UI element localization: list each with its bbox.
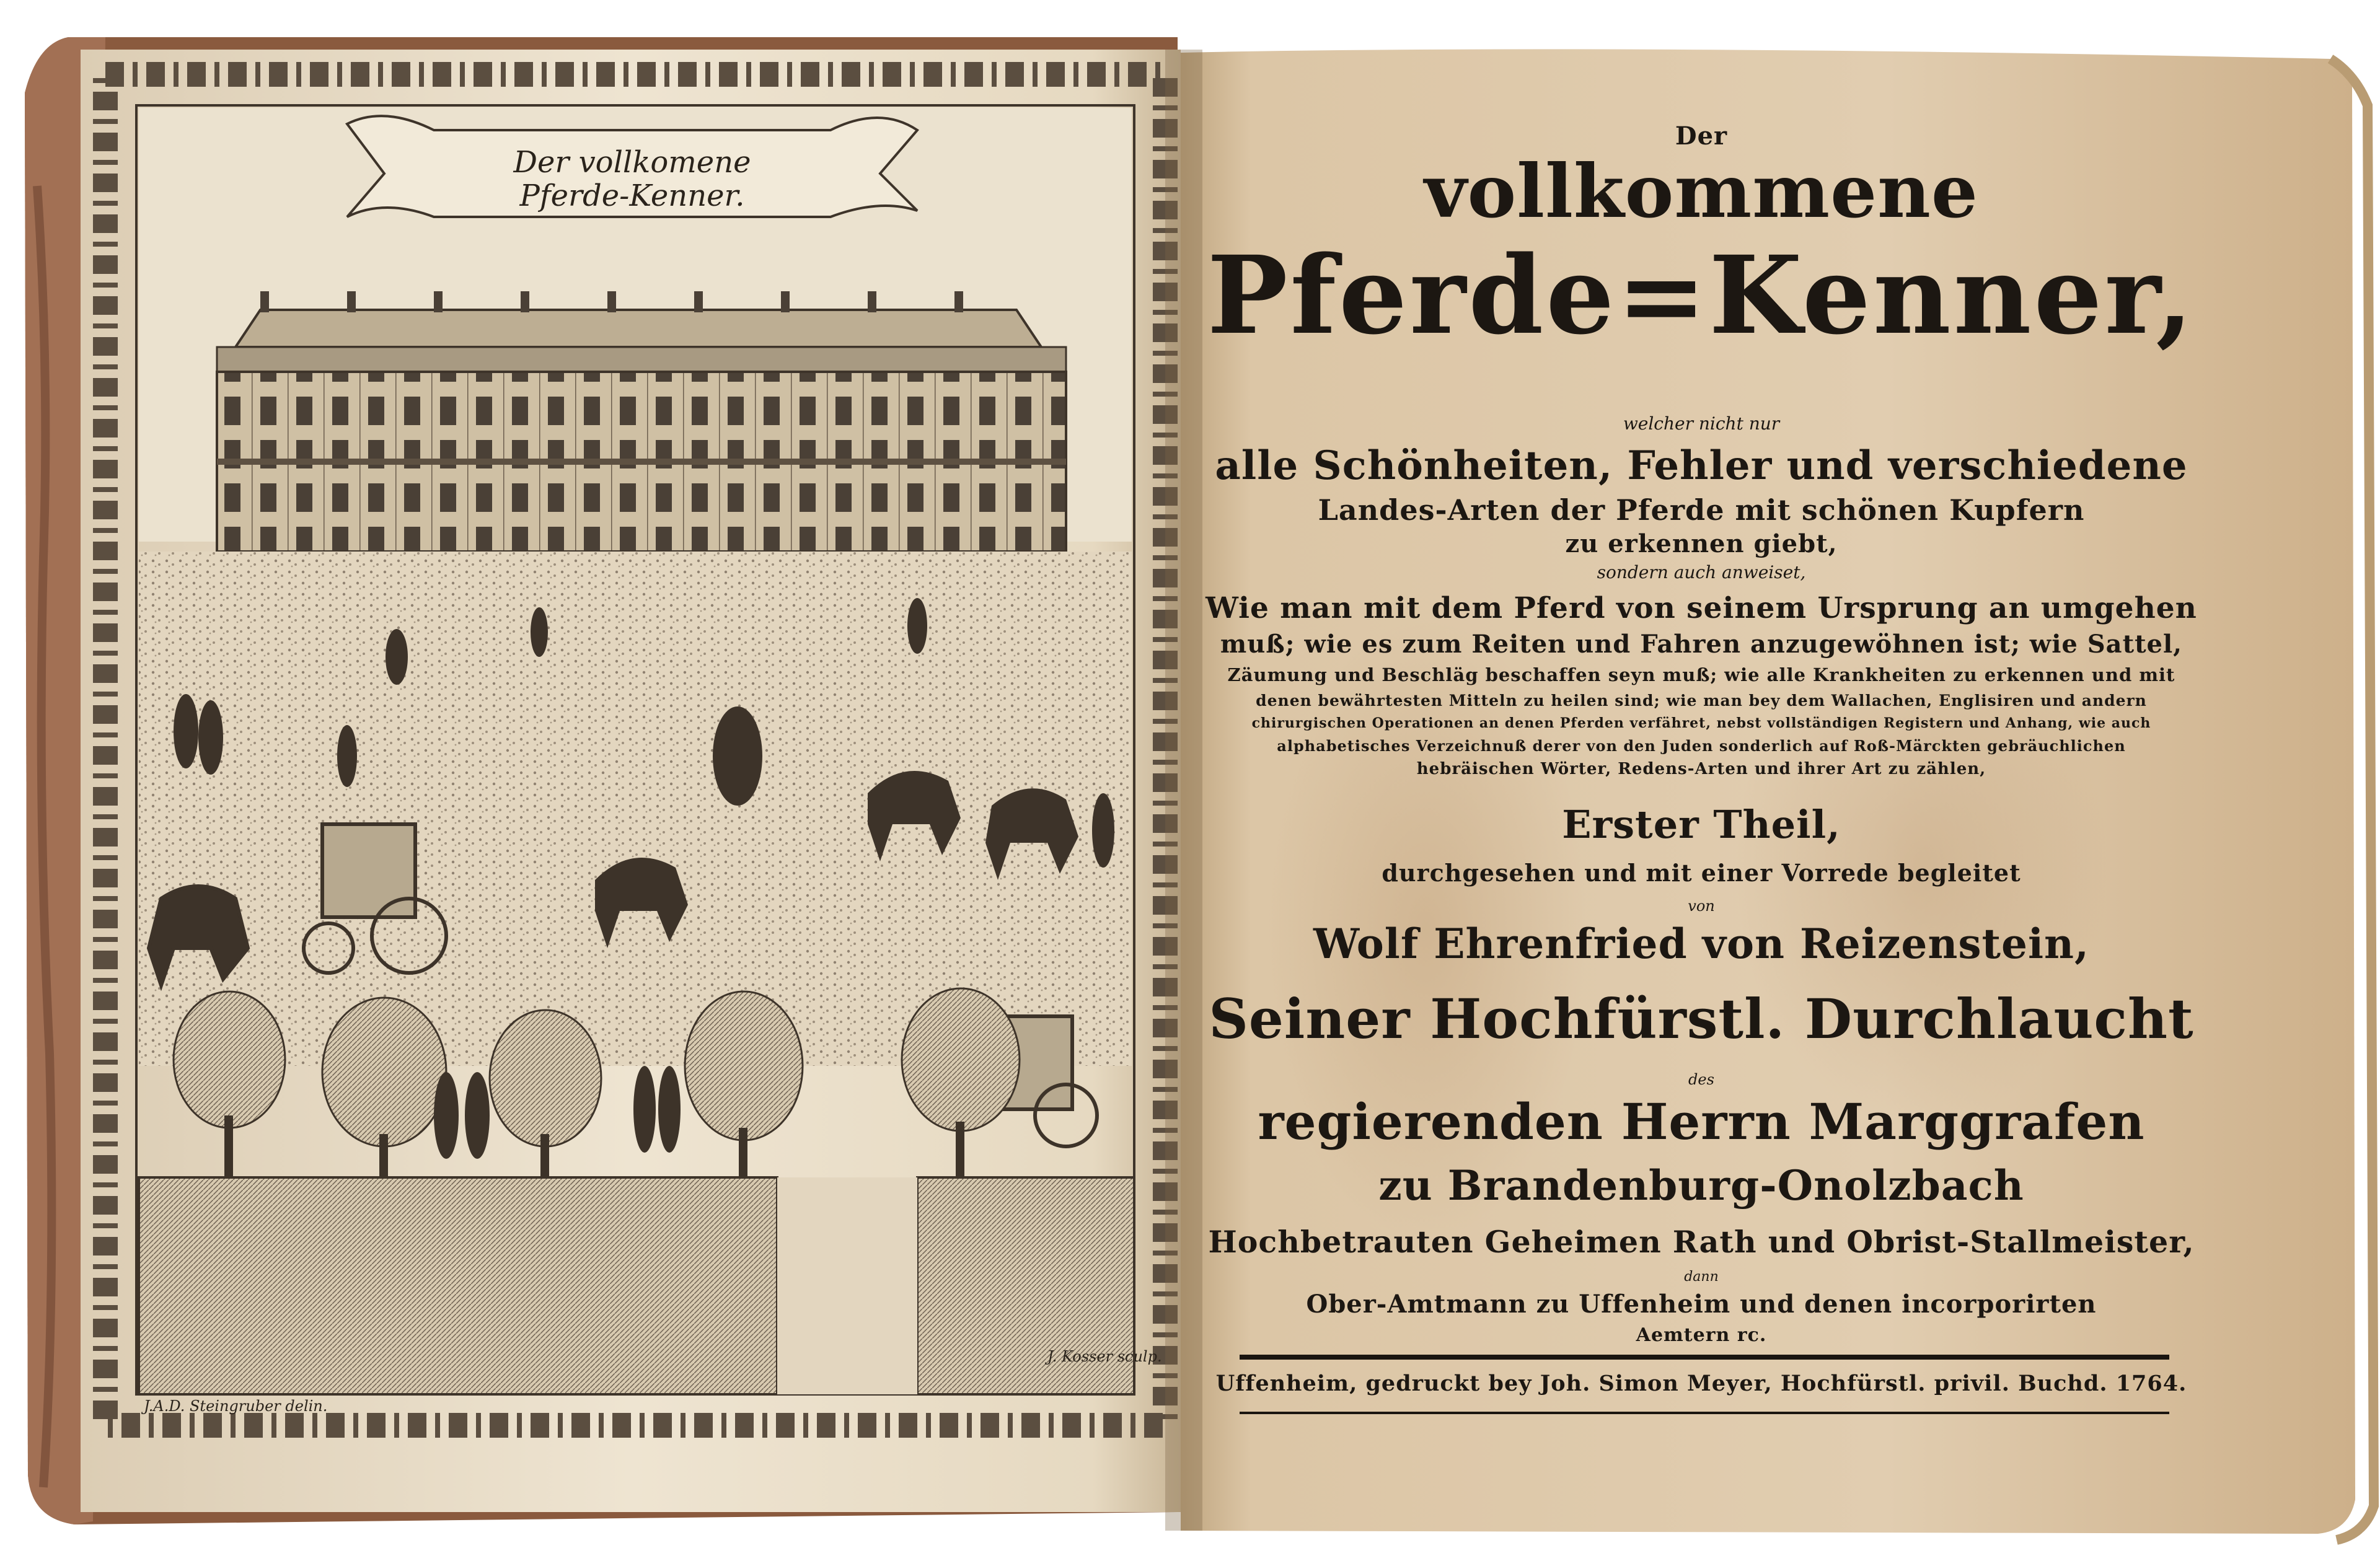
dedication-line-3: zu Brandenburg-Onolzbach <box>1378 1161 2024 1210</box>
subtitle-line-d: sondern auch anweiset, <box>1597 562 1806 583</box>
subtitle-line-g: Zäumung und Beschläg beschaffen seyn muß; wie alle Krankheiten zu erkennen und mit <box>1227 664 2175 685</box>
title-page <box>1202 93 2200 1425</box>
frontispiece-banner-text: Der vollkomene Pferde-Kenner. <box>513 145 751 213</box>
dedication-des: des <box>1688 1071 1714 1088</box>
subtitle-line-i: chirurgischen Operationen an denen Pferden verfähret, nebst vollständigen Registern und Anhang, wie auch <box>1251 715 2151 731</box>
subtitle-line-j: alphabetisches Verzeichnuß derer von den Juden sonderlich auf Roß-Märckten gebräuchlichen <box>1277 737 2126 755</box>
subtitle-welcher: welcher nicht nur <box>1623 413 1780 434</box>
main-title: Pferde=Kenner, <box>1207 232 2196 358</box>
office-dann: dann <box>1684 1269 1719 1285</box>
volume-label: Erster Theil, <box>1562 802 1841 847</box>
imprint-rule-top <box>1240 1355 2169 1360</box>
imprint-line: Uffenheim, gedruckt bey Joh. Simon Meyer, Hochfürstl. privil. Buchd. 1764. <box>1215 1371 2187 1396</box>
subtitle-line-c: zu erkennen giebt, <box>1565 529 1838 558</box>
subtitle-line-e: Wie man mit dem Pferd von seinem Ursprung an umgehen <box>1205 591 2197 625</box>
subtitle-line-b: Landes-Arten der Pferde mit schönen Kupfern <box>1318 493 2085 527</box>
courtyard <box>139 552 1132 1066</box>
by-line: von <box>1688 897 1715 915</box>
foreword-line: durchgesehen und mit einer Vorrede begleitet <box>1382 859 2021 887</box>
engraver-credit-left: J.A.D. Steingruber delin. <box>144 1397 328 1415</box>
palace-engraving <box>217 291 1066 552</box>
dedication-line-2: regierenden Herrn Marggrafen <box>1258 1093 2145 1151</box>
office-line-3: Aemtern rc. <box>1636 1324 1767 1346</box>
office-line: Hochbetrauten Geheimen Rath und Obrist-Stallmeister, <box>1208 1224 2195 1260</box>
dedication-line-1: Seiner Hochfürstl. Durchlaucht <box>1209 987 2194 1051</box>
subtitle-line-f: muß; wie es zum Reiten und Fahren anzugewöhnen ist; wie Sattel, <box>1220 630 2183 659</box>
title-vollkommene: vollkommene <box>1424 148 1979 234</box>
title-der: Der <box>1675 121 1728 151</box>
author-name: Wolf Ehrenfried von Reizenstein, <box>1313 920 2089 968</box>
subtitle-line-k: hebräischen Wörter, Redens-Arten und ihrer Art zu zählen, <box>1416 760 1986 778</box>
engraver-credit-right: J. Kosser sculp. <box>1047 1348 1162 1365</box>
subtitle-line-h: denen bewährtesten Mitteln zu heilen sind; wie man bey dem Wallachen, Englisiren und andern <box>1256 692 2147 710</box>
subtitle-line-a: alle Schönheiten, Fehler und verschiedene <box>1215 442 2188 489</box>
imprint-rule-bottom <box>1240 1412 2169 1414</box>
garden-hedge <box>139 1177 777 1394</box>
office-line-2: Ober-Amtmann zu Uffenheim und denen incorporirten <box>1306 1290 2097 1319</box>
